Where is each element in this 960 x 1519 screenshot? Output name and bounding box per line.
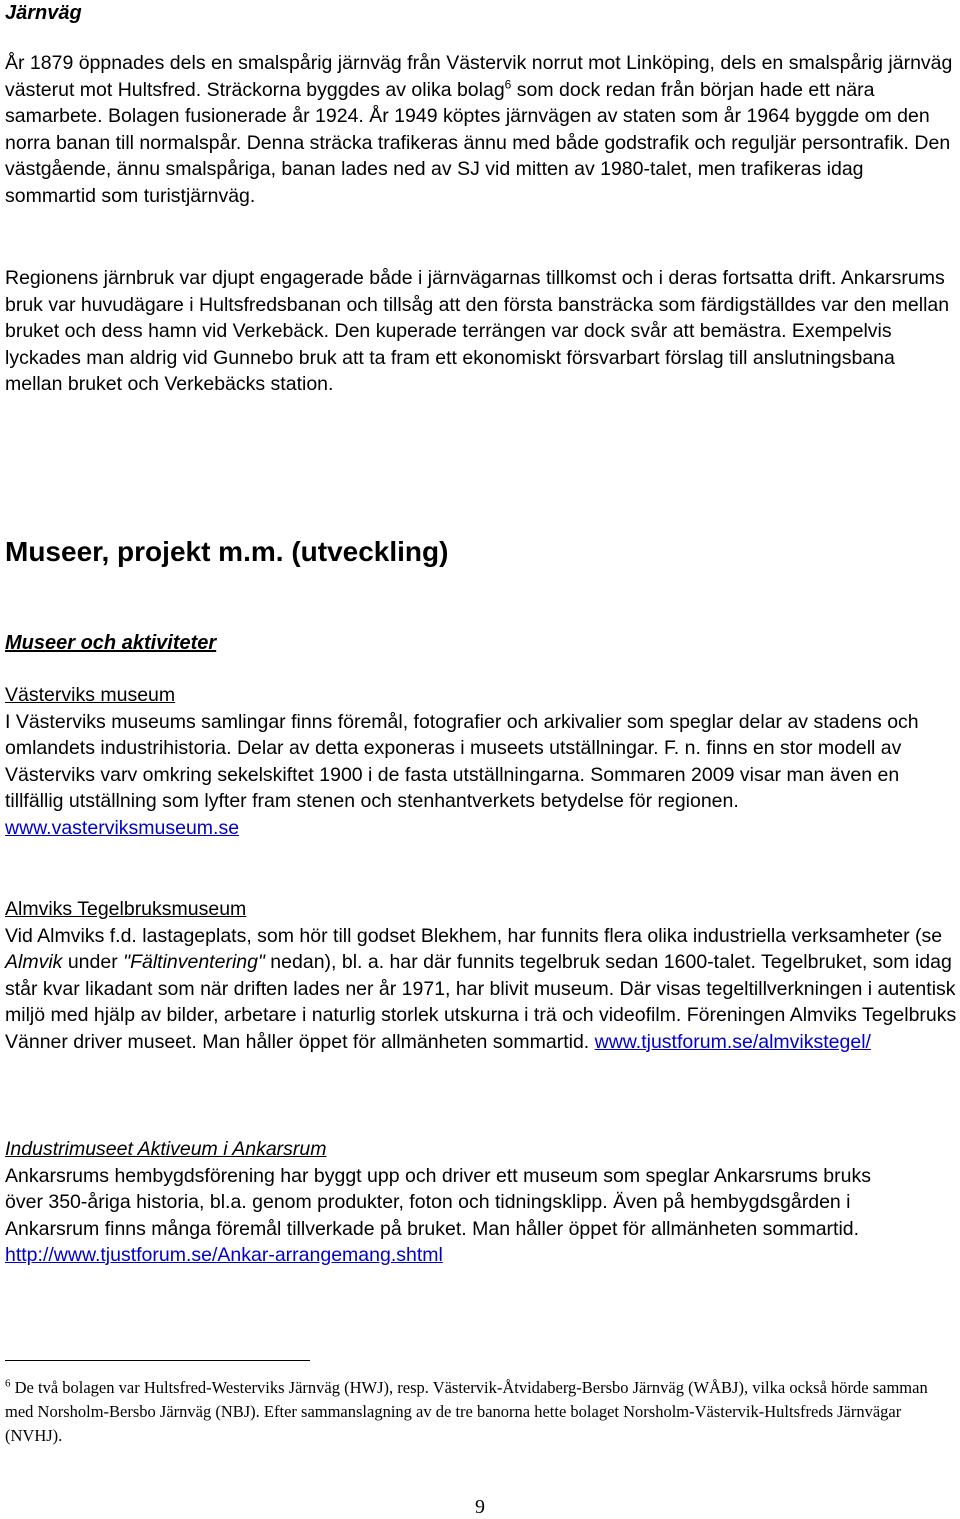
page-number: 9: [475, 1496, 485, 1518]
link-tjustforum-ankar[interactable]: http://www.tjustforum.se/Ankar-arrangemang.shtml: [5, 1244, 443, 1266]
link-vasterviksmuseum[interactable]: www.vasterviksmuseum.se: [5, 816, 240, 839]
almviks-text-c: nedan), bl. a. har där funnits tegelbruk sedan 1600-talet. Tegelbruket, som idag står kvar likadant som när driften lades ner år 1971, har blivit museum. Där visas tegeltillverkningen i autentisk miljö med hjälp av bilder, arbetare i naturlig storlek utskurna i trä och videofilm. Föreningen Almviks Tegelbruks Vänner driver museet. Man håller öppet för allmänheten sommartid.: [5, 951, 957, 1053]
section-title-museums: Museer, projekt m.m. (utveckling): [5, 536, 449, 567]
museum-almviks: [5, 896, 957, 1055]
museum-body-vasterviks: I Västerviks museums samlingar finns föremål, fotografier och arkivalier som speglar delar av stadens och omlandets industrihistoria. Delar av detta exponeras i museets utställningar. F. n. finns en stor modell av Västerviks varv omkring sekelskiftet 1900 i de fasta utställningarna. Sommaren 2009 visar man även en tillfällig utställning som lyfter fram stenen och stenhantverkets betydelse för regionen.: [5, 710, 919, 812]
footnote: [5, 1376, 957, 1448]
footnote-separator: [5, 1360, 310, 1361]
section-title-railway: Järnväg: [5, 2, 82, 24]
museum-text-almviks: [5, 923, 957, 1056]
almviks-text-b: under: [62, 951, 124, 973]
railway-paragraph-1-start: År 1879 öppnades dels en smalspårig järnväg från Västervik norrut mot Linköping, dels en smalspårig järnväg västerut mot Hultsfred. Sträckorna byggdes av olika bolag: [5, 52, 953, 101]
almviks-italic-almvik: Almvik: [5, 951, 63, 973]
museum-heading-aktiveum: Industrimuseet Aktiveum i Ankarsrum: [5, 1138, 327, 1160]
almviks-text-a: Vid Almviks f.d. lastageplats, som hör till godset Blekhem, har funnits flera olika industriella verksamheter (se: [5, 924, 943, 947]
railway-paragraph-1-end: som dock redan från början hade ett nära samarbete. Bolagen fusionerade år 1924. År 1949 köptes järnvägen av staten som år 1964 byggde om den norra banan till normalspår. Denna sträcka trafikeras ännu med både godstrafik och reguljär persontrafik. Den västgående, ännu smalspåriga, banan lades ned av SJ vid mitten av 1980-talet, men trafikeras idag sommartid som turistjärnväg.: [5, 78, 951, 207]
subsection-title-museums-activities: Museer och aktiviteter: [5, 632, 217, 654]
museum-text-aktiveum: [5, 1163, 885, 1269]
aktiveum-body: Ankarsrums hembygdsförening har byggt upp och driver ett museum som speglar Ankarsrums bruks över 350-åriga historia, bl.a. genom produkter, foton och tidningsklipp. Även på hembygdsgården i Ankarsrum finns många föremål tillverkade på bruket. Man håller öppet för allmänheten sommartid.: [5, 1164, 871, 1240]
museum-aktiveum: [5, 1136, 957, 1269]
railway-paragraph-1: [5, 50, 957, 209]
museum-heading-almviks: Almviks Tegelbruksmuseum: [5, 898, 247, 920]
railway-paragraph-2: Regionens järnbruk var djupt engagerade både i järnvägarnas tillkomst och i deras fortsatta drift. Ankarsrums bruk var huvudägare i Hultsfredsbanan och tillsåg att den första bansträcka som färdigställdes var den mellan bruket och dess hamn vid Verkebäck. Den kuperade terrängen var dock svår att bemästra. Exempelvis lyckades man aldrig vid Gunnebo bruk att ta fram ett ekonomiskt försvarbart förslag till anslutningsbana mellan bruket och Verkebäcks station.: [5, 267, 950, 395]
museum-vasterviks: [5, 682, 957, 841]
museum-text-vasterviks: [5, 709, 957, 842]
footnote-number: 6: [5, 1377, 11, 1390]
museum-heading-vasterviks: Västerviks museum: [5, 684, 176, 706]
link-almvikstegel[interactable]: www.tjustforum.se/almvikstegel/: [594, 1030, 871, 1053]
almviks-italic-faltinventering: "Fältinventering": [123, 951, 265, 973]
footnote-reference[interactable]: 6: [504, 77, 512, 91]
footnote-text: De två bolagen var Hultsfred-Westerviks Järnväg (HWJ), resp. Västervik-Åtvidaberg-Bersbo Järnväg (WÅBJ), vilka också hörde samman med Norsholm-Bersbo Järnväg (NBJ). Efter sammanslagning av de tre banorna hette bolaget Norsholm-Västervik-Hultsfreds Järnvägar (NVHJ).: [5, 1378, 928, 1445]
